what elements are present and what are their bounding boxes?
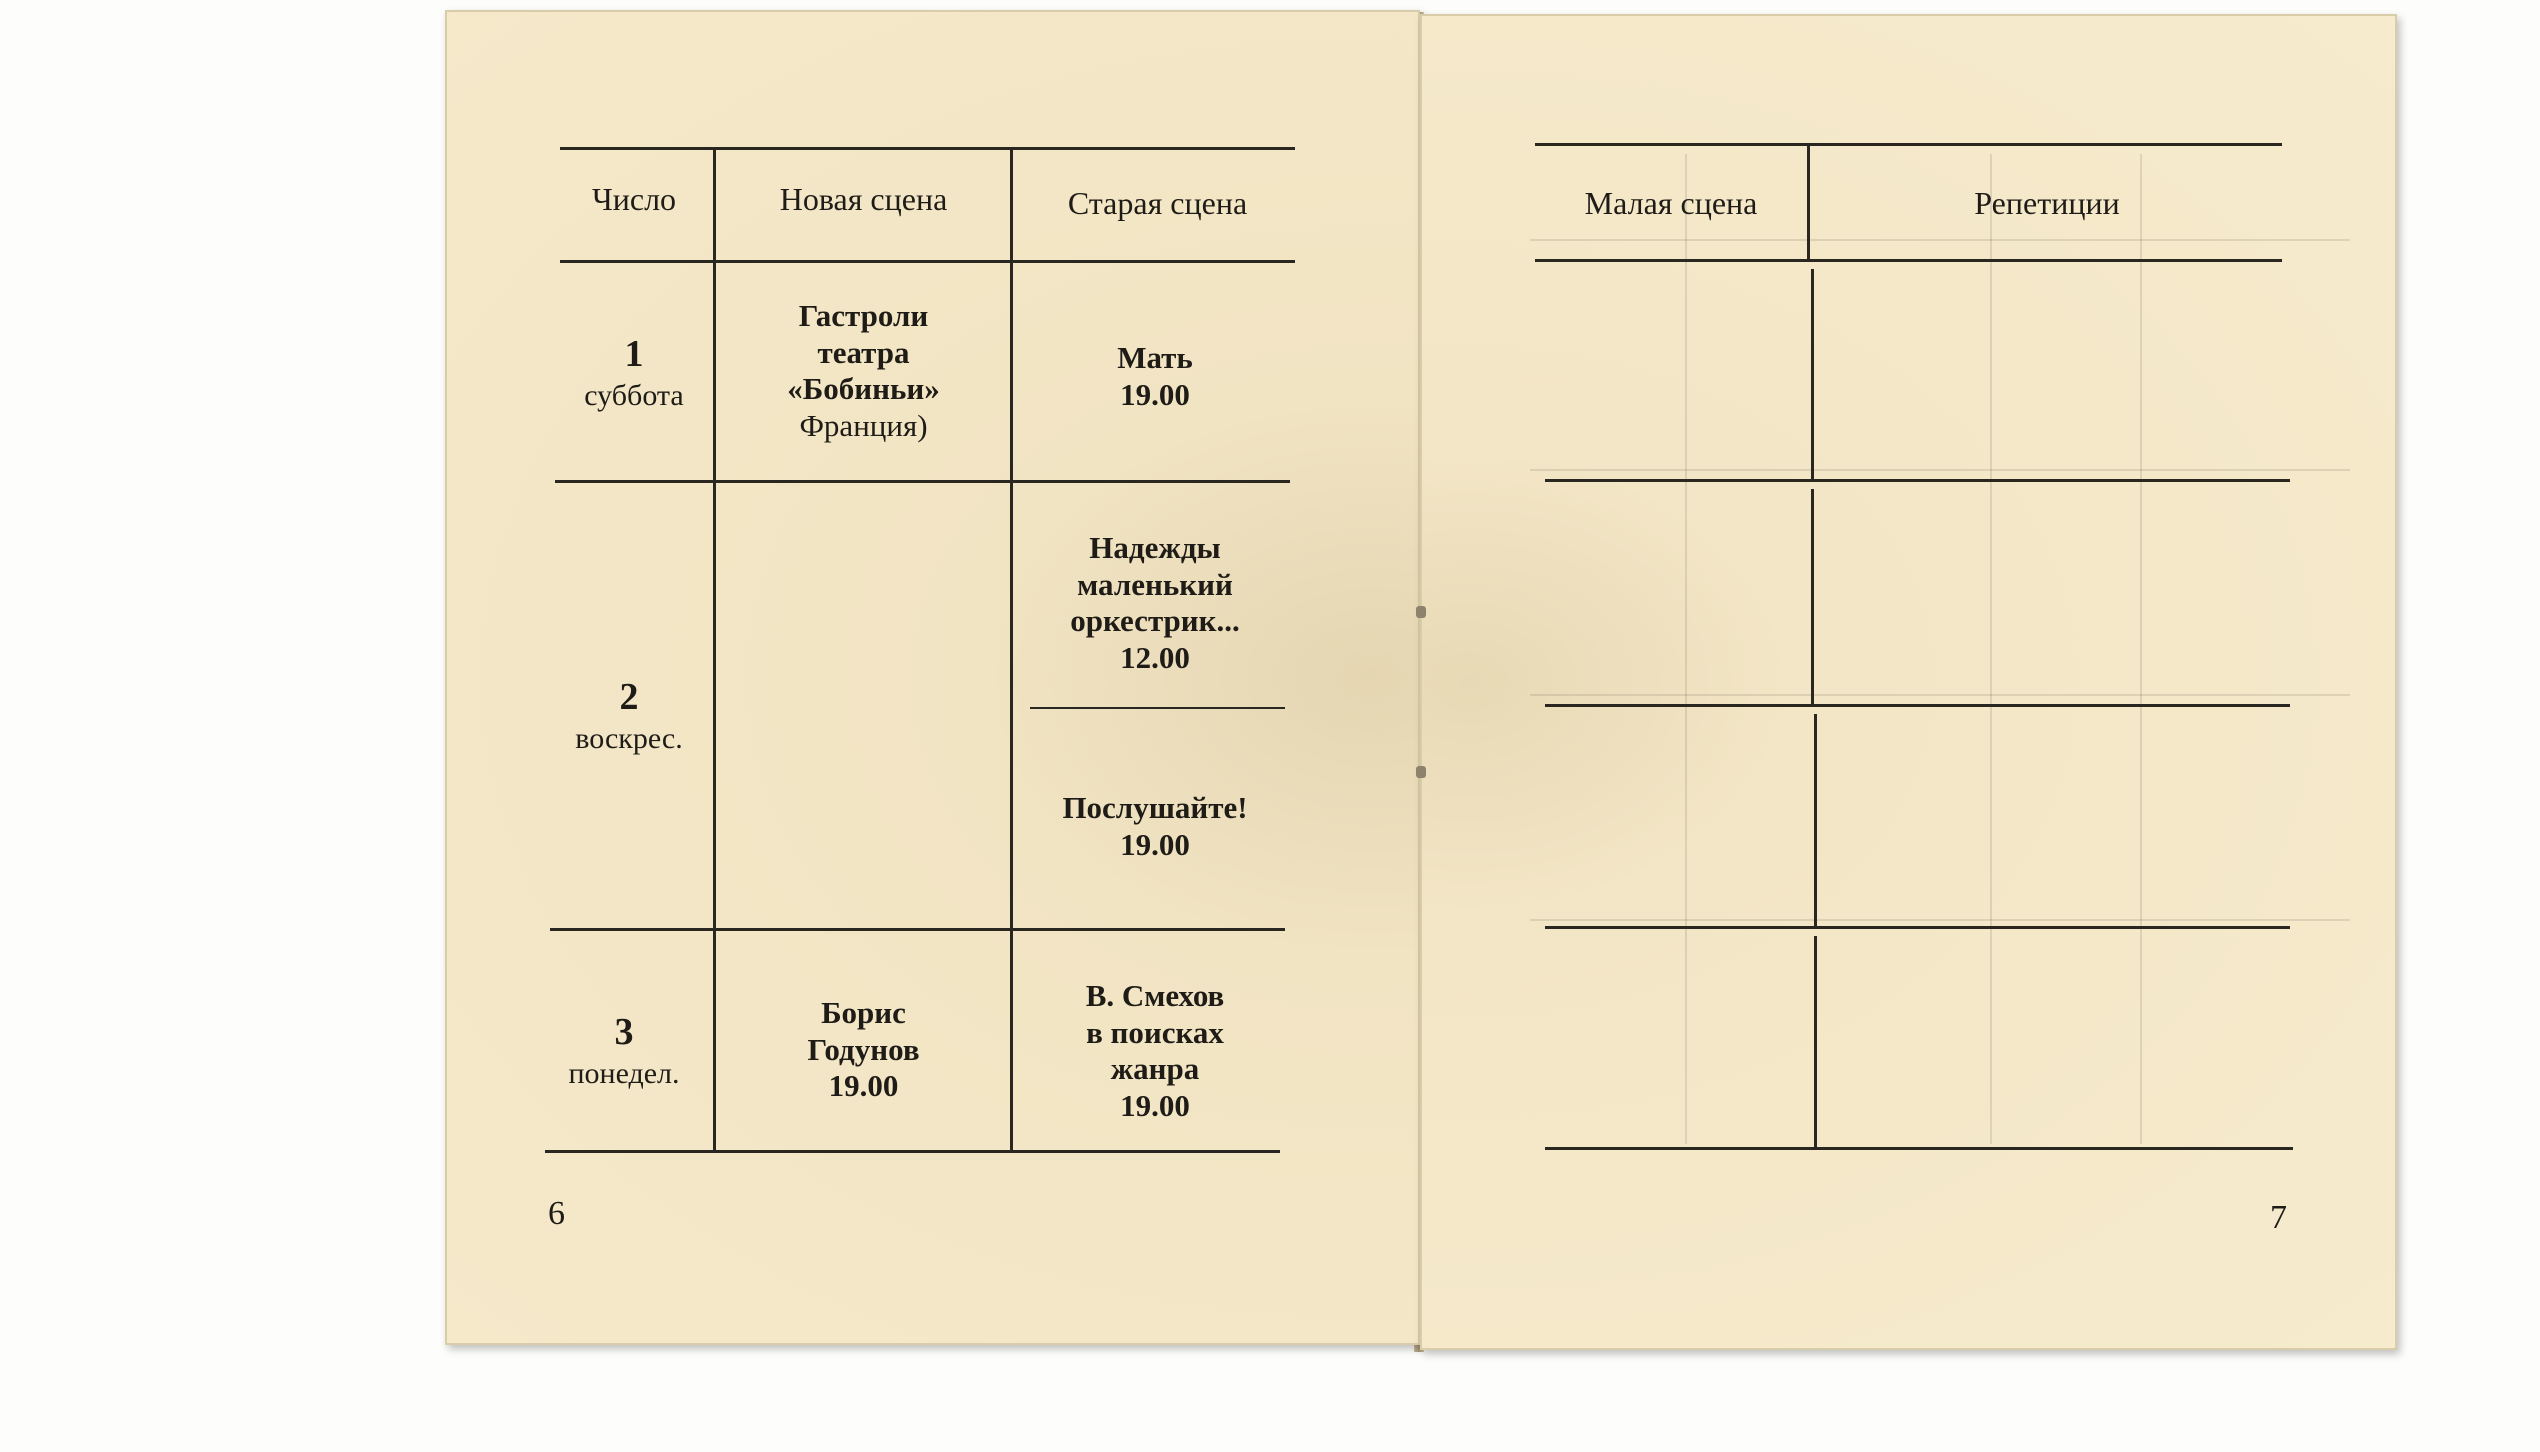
left-page <box>445 10 1420 1345</box>
table-top-rule <box>560 147 1295 150</box>
right-page <box>1420 14 2397 1350</box>
header-new-stage: Новая сцена <box>779 181 948 217</box>
bleed-through-rule <box>1530 694 2350 696</box>
bleed-through-rule <box>1530 469 2350 471</box>
header-old-stage: Старая сцена <box>1067 185 1248 221</box>
col-divider-row4 <box>1814 936 1817 1147</box>
col-divider-1 <box>713 147 716 1150</box>
row3-weekday: понедел. <box>568 1057 680 1090</box>
header-bottom-rule <box>560 260 1295 263</box>
bleed-through-divider <box>1990 154 1992 1144</box>
row2-old-stage-2: Послушайте! 19.00 <box>1062 790 1248 862</box>
row2-split-rule <box>1030 707 1285 709</box>
row3-old-stage: В. Смехов в поисках жанра 19.00 <box>1085 978 1225 1123</box>
row1-old-stage: Мать 19.00 <box>1117 340 1193 412</box>
header-rehearsals: Репетиции <box>1974 185 2120 221</box>
page-number-left: 6 <box>548 1195 565 1232</box>
header-small-stage: Малая сцена <box>1584 185 1758 221</box>
row1-bottom-rule <box>555 480 1290 483</box>
bleed-through-divider <box>2140 154 2142 1144</box>
row2-weekday: воскрес. <box>575 722 683 755</box>
row3-bottom-rule <box>1545 926 2290 929</box>
col-divider-row1 <box>1811 269 1814 479</box>
header-date: Число <box>591 181 677 217</box>
header-bottom-rule <box>1535 259 2282 262</box>
row1-new-stage: Гастроли театра «Бобиньи» Франция) <box>787 298 940 443</box>
staple-top <box>1416 606 1426 618</box>
staple-bottom <box>1416 766 1426 778</box>
row1-bottom-rule <box>1545 479 2290 482</box>
bleed-through-rule <box>1530 239 2350 241</box>
table-top-rule <box>1535 143 2282 146</box>
table-bottom-rule <box>1545 1147 2293 1150</box>
col-divider-row3 <box>1814 714 1817 926</box>
table-bottom-rule <box>545 1150 1280 1153</box>
col-divider-2 <box>1010 147 1013 1150</box>
col-divider <box>1807 143 1810 259</box>
row2-bottom-rule <box>1545 704 2290 707</box>
row1-weekday: суббота <box>584 379 684 412</box>
row3-new-stage: Борис Годунов 19.00 <box>807 995 920 1104</box>
bleed-through-text <box>1740 354 1940 414</box>
col-divider-row2 <box>1811 489 1814 704</box>
bleed-through-rule <box>1530 919 2350 921</box>
page-number-right: 7 <box>2270 1199 2287 1236</box>
row2-bottom-rule <box>550 928 1285 931</box>
row1-day-number: 1 <box>624 333 644 375</box>
row2-old-stage-1: Надежды маленький оркестрик... 12.00 <box>1070 530 1240 675</box>
bleed-through-divider <box>1685 154 1687 1144</box>
row2-day-number: 2 <box>619 676 639 718</box>
row3-day-number: 3 <box>614 1011 634 1053</box>
